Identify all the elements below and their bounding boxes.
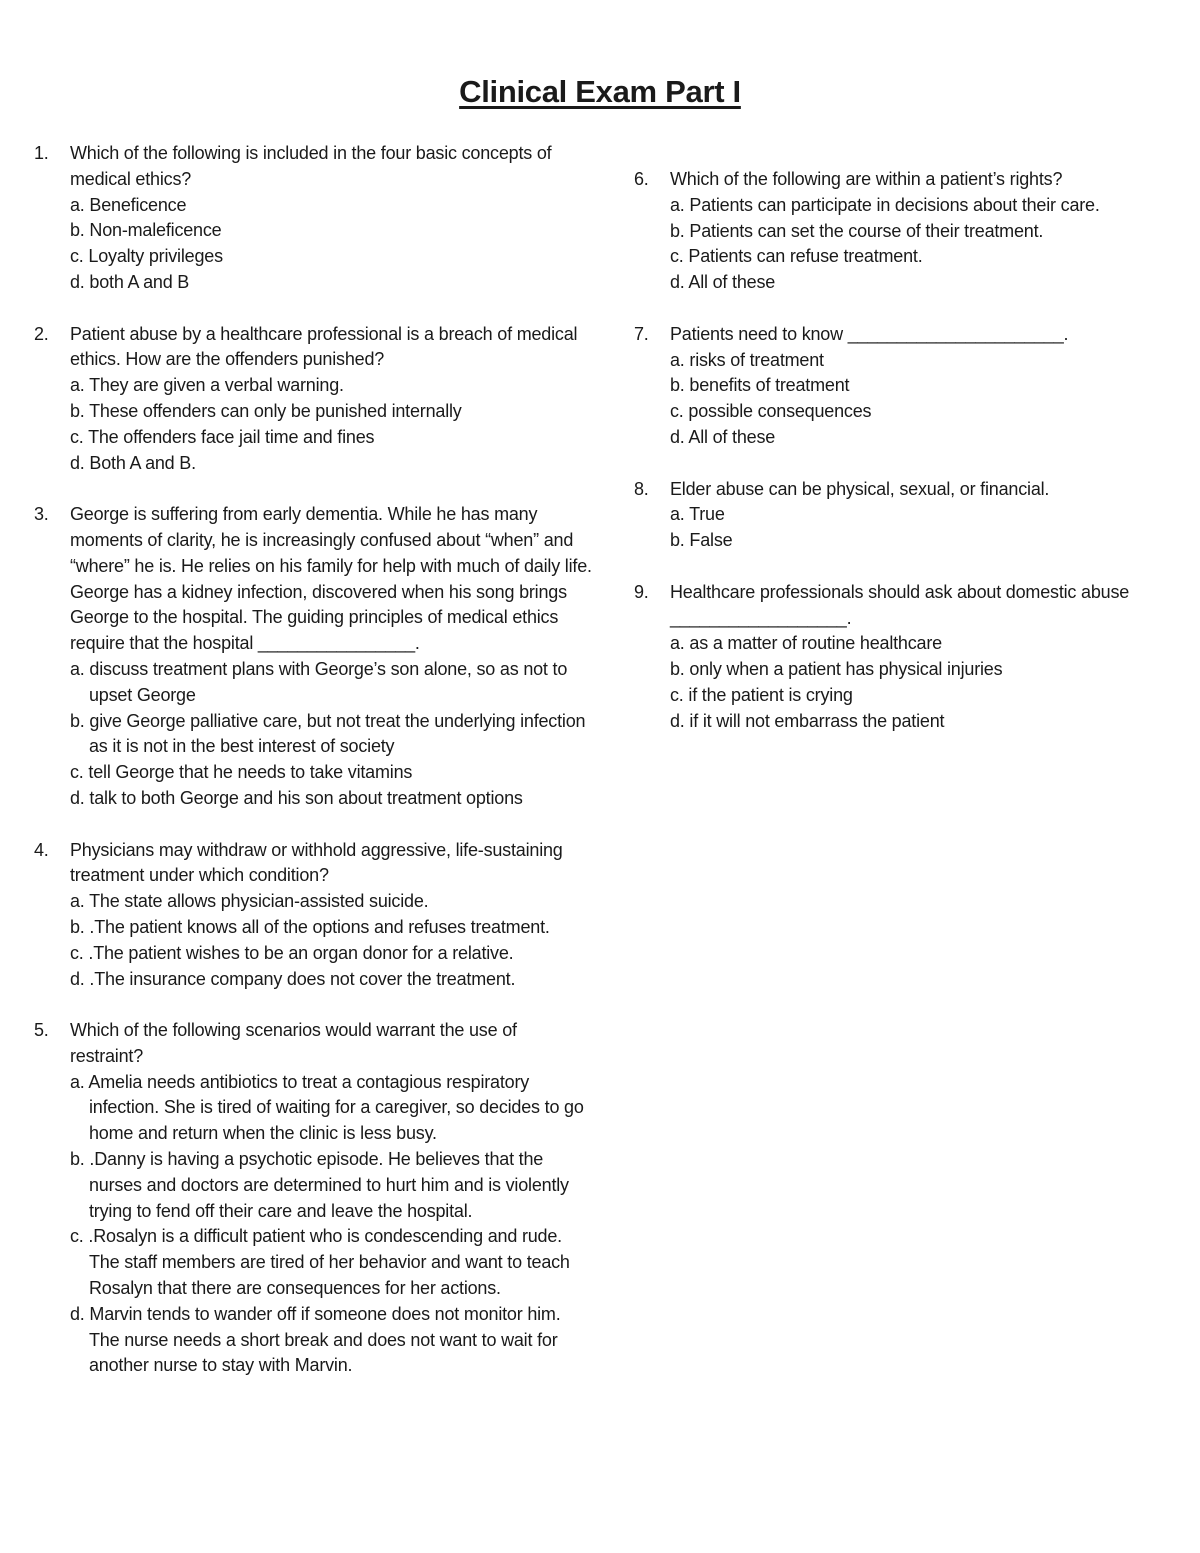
option-a: a. Amelia needs antibiotics to treat a contagious respiratory infection. She is tired of waiting for a caregiver, so decides to go home and return when the clinic is less busy. — [70, 1071, 584, 1144]
right-column — [634, 167, 1174, 760]
option-d: d. Marvin tends to wander off if someone does not monitor him. The nurse needs a short break and does not want to wait for another nurse to stay with Marvin. — [70, 1303, 561, 1376]
option-list — [670, 502, 1174, 554]
option-list — [70, 373, 594, 476]
option-a: a. Beneficence — [70, 194, 187, 215]
question-number: 1. — [34, 143, 49, 163]
option-a: a. discuss treatment plans with George’s son alone, so as not to upset George — [70, 658, 568, 705]
option-b: b. give George palliative care, but not treat the underlying infection as it is not in the best interest of society — [70, 710, 586, 757]
option-b: b. .The patient knows all of the options and refuses treatment. — [70, 916, 550, 937]
option-c: c. possible consequences — [670, 401, 872, 422]
option-b: b. benefits of treatment — [670, 375, 850, 396]
question-number: 2. — [34, 323, 49, 344]
question-text: Which of the following are within a patient’s rights? — [670, 169, 1063, 189]
option-a: a. Patients can participate in decisions about their care. — [670, 194, 1100, 215]
option-a: a. as a matter of routine healthcare — [670, 633, 942, 654]
option-c: c. Patients can refuse treatment. — [670, 246, 923, 267]
question-8 — [634, 477, 1174, 554]
question-text: Which of the following scenarios would warrant the use of restraint? — [70, 1020, 517, 1066]
option-c: c. tell George that he needs to take vitamins — [70, 762, 413, 783]
question-6 — [634, 167, 1174, 296]
option-b: b. only when a patient has physical injuries — [670, 659, 1003, 680]
page-title: Clinical Exam Part I — [459, 74, 741, 109]
question-number: 9. — [634, 581, 649, 602]
question-2 — [34, 322, 594, 477]
question-number: 6. — [634, 169, 649, 189]
question-text: George is suffering from early dementia. While he has many moments of clarity, he is increasingly confused about “when” and “where” he is. He relies on his family for help with much of daily life. George has a kidney infection, discovered when his song brings George to the hospital. The guiding principles of medical ethics require that the hospital ________________. — [70, 504, 592, 654]
option-list — [70, 193, 594, 296]
option-c: c. if the patient is crying — [670, 684, 853, 705]
question-text: Patient abuse by a healthcare professional is a breach of medical ethics. How are the offenders punished? — [70, 323, 578, 370]
left-column — [34, 141, 594, 1405]
question-text: Physicians may withdraw or withhold aggressive, life-sustaining treatment under which condition? — [70, 839, 563, 886]
option-a: a. risks of treatment — [670, 349, 824, 370]
option-b: b. .Danny is having a psychotic episode. He believes that the nurses and doctors are determined to hurt him and is violently trying to fend off their care and leave the hospital. — [70, 1149, 569, 1221]
option-d: d. All of these — [670, 426, 776, 447]
option-d: d. Both A and B. — [70, 452, 196, 473]
option-b: b. False — [670, 530, 733, 551]
question-7 — [634, 322, 1174, 451]
option-a: a. They are given a verbal warning. — [70, 375, 344, 396]
question-number: 8. — [634, 478, 649, 499]
option-list — [70, 657, 594, 812]
question-number: 7. — [634, 323, 649, 344]
option-d: d. talk to both George and his son about treatment options — [70, 787, 523, 808]
option-list — [670, 631, 1174, 734]
question-text: Patients need to know ______________________. — [670, 323, 1069, 344]
option-d: d. All of these — [670, 272, 776, 293]
question-text: Healthcare professionals should ask about domestic abuse __________________. — [670, 581, 1130, 628]
question-text: Elder abuse can be physical, sexual, or financial. — [670, 478, 1050, 499]
question-1 — [34, 141, 594, 296]
option-c: c. .Rosalyn is a difficult patient who is condescending and rude. The staff members are tired of her behavior and want to teach Rosalyn that there are consequences for her actions. — [70, 1226, 570, 1299]
option-list — [70, 889, 594, 992]
option-c: c. Loyalty privileges — [70, 246, 223, 267]
question-9 — [634, 580, 1174, 735]
option-list — [670, 348, 1174, 451]
option-list — [670, 193, 1174, 296]
question-text: Which of the following is included in the four basic concepts of medical ethics? — [70, 143, 552, 189]
question-number: 5. — [34, 1020, 49, 1041]
option-b: b. These offenders can only be punished internally — [70, 400, 462, 421]
option-c: c. The offenders face jail time and fines — [70, 426, 375, 447]
option-d: d. .The insurance company does not cover the treatment. — [70, 968, 516, 989]
option-c: c. .The patient wishes to be an organ donor for a relative. — [70, 942, 514, 963]
question-3 — [34, 502, 594, 812]
question-number: 3. — [34, 504, 49, 525]
option-d: d. both A and B — [70, 271, 190, 292]
option-a: a. The state allows physician-assisted suicide. — [70, 891, 429, 912]
option-list — [70, 1070, 594, 1380]
option-d: d. if it will not embarrass the patient — [670, 710, 945, 731]
question-number: 4. — [34, 839, 49, 860]
question-4 — [34, 838, 594, 993]
option-b: b. Patients can set the course of their treatment. — [670, 220, 1044, 241]
option-a: a. True — [670, 504, 725, 525]
option-b: b. Non-maleficence — [70, 220, 222, 241]
question-5 — [34, 1018, 594, 1379]
